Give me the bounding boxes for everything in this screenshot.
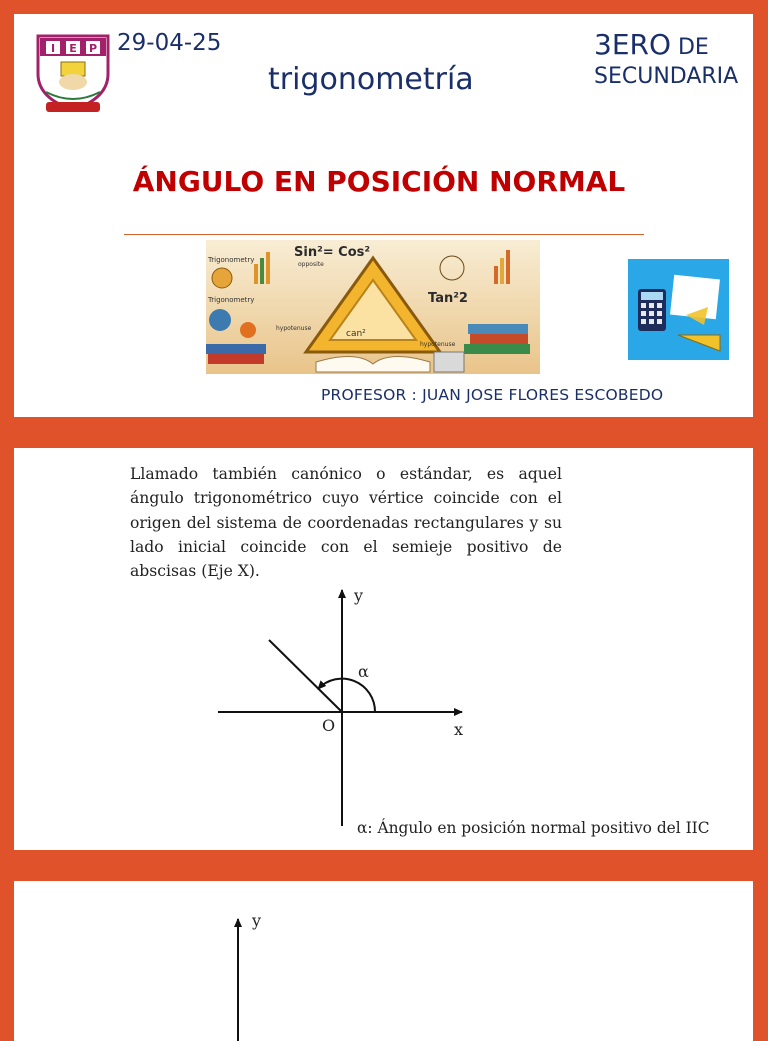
y-axis-label: y <box>354 586 364 605</box>
alpha-label: α <box>358 662 369 681</box>
banner-trig-1: Trigonometry <box>208 256 255 264</box>
teacher-name: PROFESOR : JUAN JOSE FLORES ESCOBEDO <box>321 386 664 404</box>
banner-sin-eq: Sin²= Cos² <box>294 245 371 260</box>
definition-paragraph: Llamado también canónico o estándar, es aquel ángulo trigonométrico cuyo vértice coincide con el origen del sistema de coordenadas rectangulares y su lado inicial coincide con el semieje positivo de abscisas (Eje X). <box>130 465 562 581</box>
grade-de: DE <box>671 35 709 60</box>
banner-hyp-1: hypotenuse <box>276 325 312 332</box>
svg-text:E: E <box>69 42 77 55</box>
x-axis-label: x <box>454 720 464 739</box>
banner-hyp-2: hypotenuse <box>420 341 456 348</box>
banner-tan: Tan²2 <box>428 291 468 306</box>
date: 29-04-25 <box>117 30 222 56</box>
title-divider <box>124 234 644 235</box>
grade-line-1 <box>594 28 709 61</box>
y-axis-label-2: y <box>252 911 262 930</box>
title-slide <box>14 14 753 417</box>
banner-opposite: opposite <box>298 261 324 268</box>
svg-text:I: I <box>50 42 56 55</box>
grade-line-2: SECUNDARIA <box>594 64 739 89</box>
alpha-arc <box>318 679 375 712</box>
banner-can: can² <box>346 329 366 339</box>
math-tools-icon <box>628 259 729 360</box>
normal-position-angle-diagram <box>14 448 753 850</box>
diagram-caption: α: Ángulo en posición normal positivo del IIC <box>357 819 710 837</box>
origin-label: O <box>322 716 336 735</box>
banner-trig-2: Trigonometry <box>208 296 255 304</box>
slide-title: ÁNGULO EN POSICIÓN NORMAL <box>132 165 626 198</box>
definition-slide <box>14 448 753 850</box>
subject-title: trigonometría <box>268 62 474 97</box>
trigonometry-banner-image <box>206 240 540 374</box>
svg-text:P: P <box>88 42 98 55</box>
terminal-side <box>269 640 342 712</box>
partial-y-axis <box>14 881 753 1041</box>
school-crest-logo <box>32 32 114 116</box>
next-slide-partial <box>14 881 753 1041</box>
grade-number: 3ERO <box>594 28 671 61</box>
